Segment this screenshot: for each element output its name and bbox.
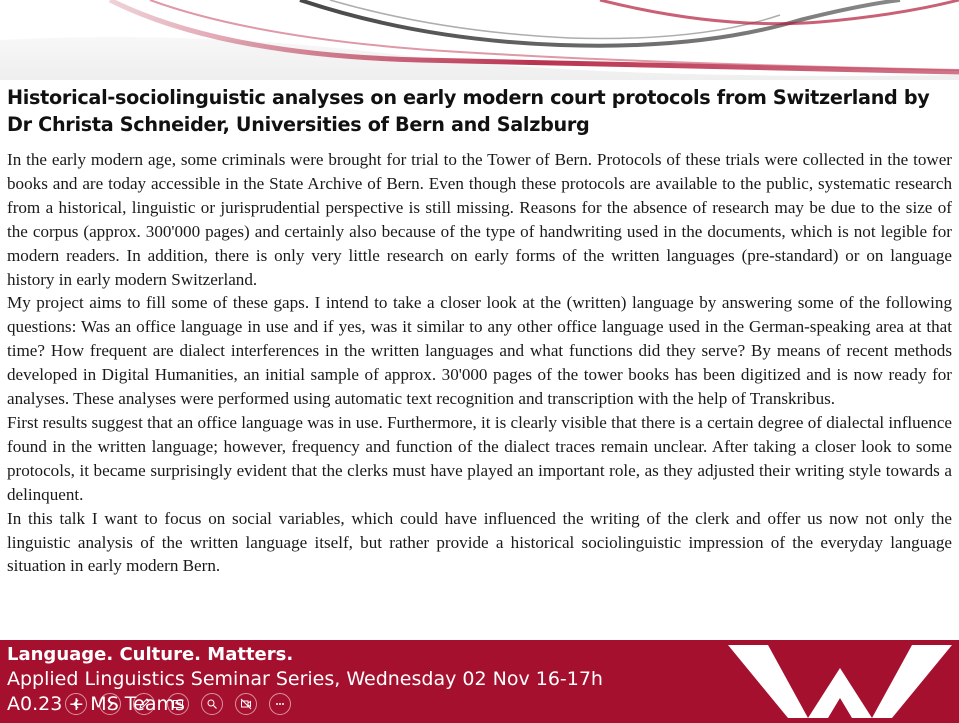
zoom-icon (206, 698, 218, 710)
more-icon (274, 698, 286, 710)
video-off-icon (240, 698, 252, 710)
paragraph: In this talk I want to focus on social variables, which could have influenced the writing of the clerk and offer us now not only the linguistic analysis of the written language itself, but rather provide a historical sociolinguistic impression of the everyday language situation in early modern Bern. (7, 508, 952, 576)
footer-event: Applied Linguistics Seminar Series, Wednesday 02 Nov 16-17h (7, 668, 603, 690)
slides-icon (172, 698, 184, 710)
previous-icon (70, 698, 82, 710)
slide-body (7, 148, 952, 578)
pen-icon (138, 698, 150, 710)
presentation-toolbar (65, 693, 291, 715)
see-all-slides-button[interactable] (167, 693, 189, 715)
header-swoosh-graphic (0, 0, 959, 80)
next-slide-button[interactable] (99, 693, 121, 715)
paragraph: First results suggest that an office language was in use. Furthermore, it is clearly visible that there is a certain degree of dialectal influence found in the written language; however, frequency and function of the dialect traces remain unclear. After taking a closer look to some protocols, it became surprisingly evident that the clerks must have played an important role, as they adjusted their writing style towards a delinquent. (7, 412, 952, 504)
footer-tagline: Language. Culture. Matters. (7, 644, 294, 665)
video-off-button[interactable] (235, 693, 257, 715)
pen-tool-button[interactable] (133, 693, 155, 715)
more-options-button[interactable] (269, 693, 291, 715)
university-logo-icon (720, 640, 959, 723)
paragraph: My project aims to fill some of these gaps. I intend to take a closer look at the (written) language by answering some of the following questions: Was an office language in use and if yes, was it similar to any other office language used in the German-speaking area at that time? How frequent are dialect interferences in the written languages and what functions did they serve? By means of recent methods developed in Digital Humanities, an initial sample of approx. 30'000 pages of the tower books has been digitized and is now ready for analyses. These analyses were performed using automatic text recognition and transcription with the help of Transkribus. (7, 293, 952, 409)
footer-location: A0.23 + MS Teams (7, 693, 185, 715)
next-icon (104, 698, 116, 710)
zoom-button[interactable] (201, 693, 223, 715)
previous-slide-button[interactable] (65, 693, 87, 715)
paragraph: In the early modern age, some criminals were brought for trial to the Tower of Bern. Protocols of these trials were collected in the tower books and are today accessible in the State Archive of Bern. Even though these protocols are available to the public, systematic research from a historical, linguistic or jurisprudential perspective is still missing. Reasons for the absence of research may be due to the size of the corpus (approx. 300'000 pages) and certainly also because of the type of handwriting used in the documents, which is not legible for modern readers. In addition, there is only very little research on early forms of the written languages (pre-standard) or on language history in early modern Switzerland. (7, 150, 952, 289)
slide-title: Historical-sociolinguistic analyses on early modern court protocols from Switzerland by Dr Christa Schneider, Universities of Bern and Salzburg (7, 86, 930, 136)
